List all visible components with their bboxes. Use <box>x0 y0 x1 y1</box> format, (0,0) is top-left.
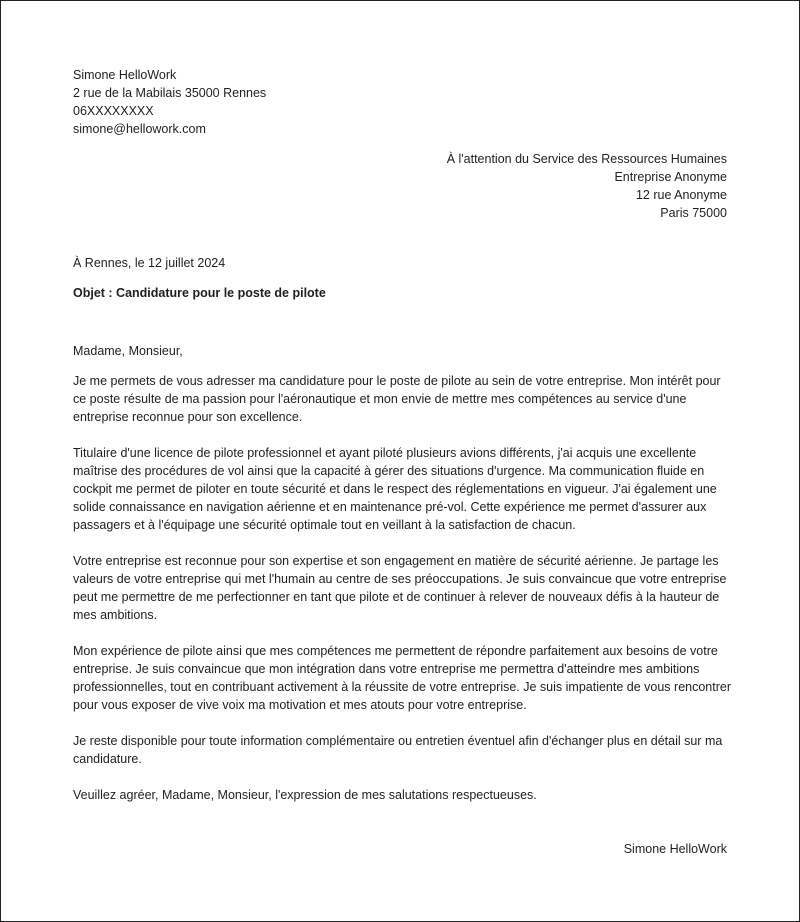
body-paragraph: Votre entreprise est reconnue pour son expertise et son engagement en matière de sécurité aérienne. Je partage les valeurs de votre entreprise qui met l'humain au centre de ses préoccupations. Je suis convaincue que votre entreprise peut me permettre de me perfectionner en tant que pilote et de continuer à relever de nouveaux défis à la hauteur de mes ambitions. <box>73 554 727 622</box>
closing-formula: Veuillez agréer, Madame, Monsieur, l'expression de mes salutations respectueuses. <box>73 788 537 802</box>
body-paragraph: Titulaire d'une licence de pilote professionnel et ayant piloté plusieurs avions différents, j'ai acquis une excellente maîtrise des procédures de vol ainsi que la capacité à gérer des situations d'urgence. Ma communication fluide en cockpit me permet de piloter en toute sécurité et dans le respect des réglementations en vigueur. J'ai également une solide connaissance en navigation aérienne et en maintenance pré-vol. Cette expérience me permet d'assurer aux passagers et à l'équipage une sécurité optimale tout en veillant à la satisfaction de chacun. <box>73 446 717 532</box>
body-paragraph: Mon expérience de pilote ainsi que mes compétences me permettent de répondre parfaitement aux besoins de votre entreprise. Je suis convaincue que mon intégration dans votre entreprise me permettra d'atteindre mes ambitions professionnelles, tout en contribuant activement à la réussite de votre entreprise. Je suis impatiente de vous rencontrer pour vous exposer de vive voix ma motivation et mes atouts pour votre entreprise. <box>73 644 731 712</box>
sender-block <box>73 66 266 138</box>
recipient-block <box>447 150 727 222</box>
sender-email: simone@hellowork.com <box>73 122 206 136</box>
letter-body <box>73 342 733 804</box>
sender-name: Simone HelloWork <box>73 68 177 82</box>
recipient-street: 12 rue Anonyme <box>635 188 727 202</box>
body-paragraph: Je me permets de vous adresser ma candidature pour le poste de pilote au sein de votre entreprise. Mon intérêt pour ce poste résulte de ma passion pour l'aéronautique et mon envie de mettre mes compétences au service d'une entreprise reconnue pour son excellence. <box>73 374 721 424</box>
letter-date: À Rennes, le 12 juillet 2024 <box>73 256 226 270</box>
body-paragraph: Je reste disponible pour toute information complémentaire ou entretien éventuel afin d'échanger plus en détail sur ma candidature. <box>73 734 723 766</box>
recipient-attention: À l'attention du Service des Ressources Humaines <box>446 152 727 166</box>
salutation: Madame, Monsieur, <box>73 344 183 358</box>
sender-phone: 06XXXXXXXX <box>73 104 154 118</box>
letter-subject: Objet : Candidature pour le poste de pilote <box>73 286 326 300</box>
sender-address: 2 rue de la Mabilais 35000 Rennes <box>73 86 267 100</box>
recipient-company: Entreprise Anonyme <box>614 170 727 184</box>
recipient-city: Paris 75000 <box>660 206 727 220</box>
signature: Simone HelloWork <box>623 842 727 856</box>
